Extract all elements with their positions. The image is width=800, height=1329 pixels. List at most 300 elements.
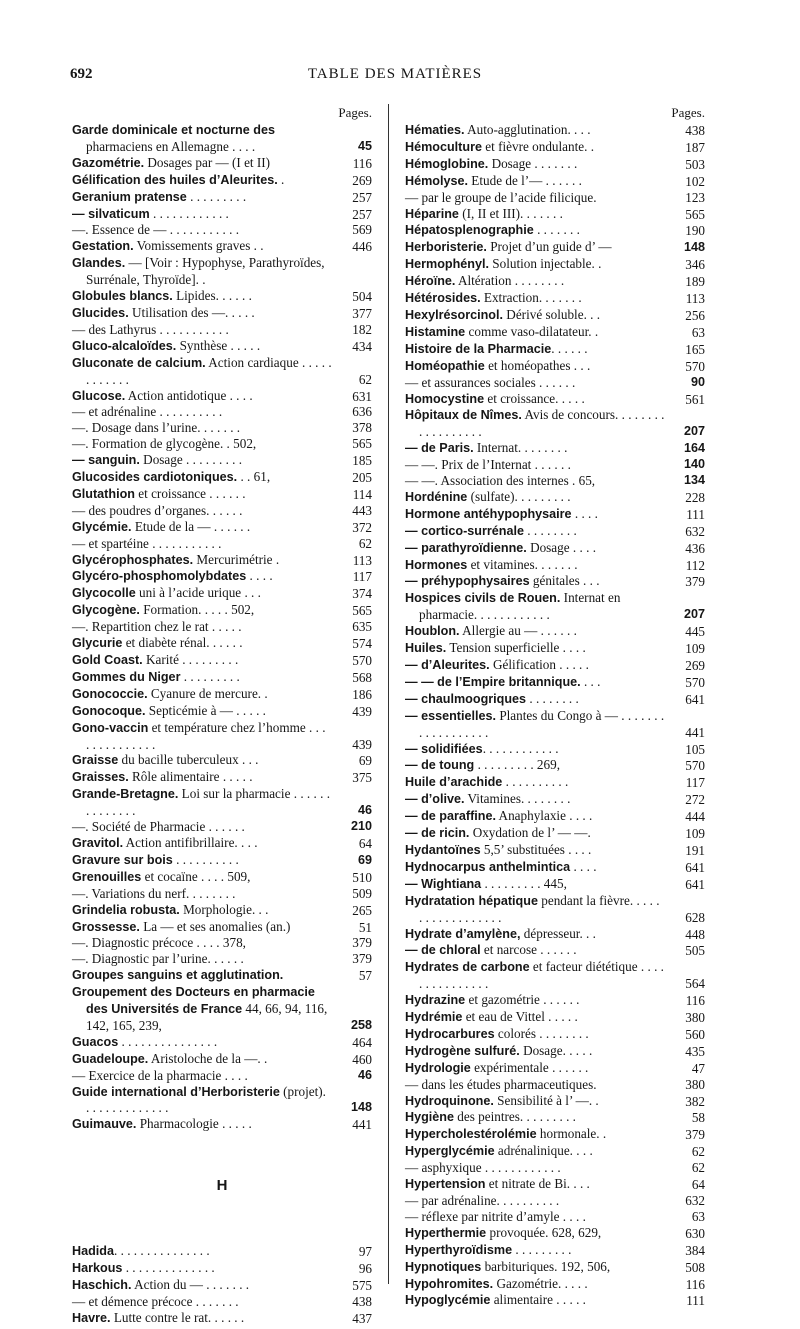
index-entry-heading: Groupes sanguins et agglutination. xyxy=(72,968,284,983)
index-entry-text: Tension superficielle . . . . xyxy=(446,640,586,656)
index-entry xyxy=(405,1292,705,1309)
index-entry xyxy=(72,222,372,238)
index-entry-text: comme vaso-dilatateur. . xyxy=(465,323,599,339)
index-entry-label xyxy=(72,786,332,819)
index-entry-page: 569 xyxy=(352,222,372,238)
index-entry xyxy=(405,1176,705,1193)
index-entry xyxy=(72,669,372,686)
index-entry xyxy=(72,404,372,420)
index-entry-page: 63 xyxy=(691,324,705,340)
index-entry xyxy=(405,774,705,791)
index-entry-page: 164 xyxy=(683,441,705,456)
index-entry-heading: Hypercholestérolémie xyxy=(405,1127,537,1142)
index-entry-text: hormonale. . xyxy=(536,1126,607,1142)
index-entry-page: 58 xyxy=(691,1110,705,1126)
index-entry-text: — et assurances sociales . . . . . . xyxy=(405,374,576,390)
index-entry-text: Karité . . . . . . . . . xyxy=(142,652,239,667)
index-entry-text: —. Repartition chez le rat . . . . . xyxy=(72,619,242,635)
running-title: TABLE DES MATIÈRES xyxy=(307,66,483,82)
index-entry-label xyxy=(72,1260,332,1277)
index-entry xyxy=(72,852,372,869)
index-entry xyxy=(72,503,372,519)
index-entry-text: Vomissements graves . . xyxy=(133,238,264,254)
index-entry-text: Avis de concours. . . . . . . . . . . . . . . . . . xyxy=(419,407,665,440)
index-entry-label xyxy=(72,1051,332,1068)
index-entry-page: 109 xyxy=(685,641,705,657)
index-entry-text: Auto-agglutination. . . . xyxy=(464,122,591,137)
index-entry-text: et fièvre ondulante. . xyxy=(481,138,595,154)
index-entry-text: Etude de l’— . . . . . . xyxy=(468,172,582,188)
index-entry-page: 565 xyxy=(352,603,372,619)
index-entry-label xyxy=(72,172,332,189)
index-entry-text: . . . . . . . . . xyxy=(180,668,240,684)
index-entry xyxy=(405,959,705,992)
index-entry xyxy=(405,173,705,190)
index-entry-label xyxy=(405,1143,665,1160)
index-entry-page: 439 xyxy=(352,736,372,752)
index-entry-page: 148 xyxy=(350,1100,372,1115)
index-entry-heading: Gravitol. xyxy=(72,835,124,850)
index-entry-text: . xyxy=(277,171,285,187)
index-entry xyxy=(405,540,705,557)
index-entry-label xyxy=(72,503,332,519)
index-entry-text: . . . . . . . . . xyxy=(186,188,247,204)
index-entry-label xyxy=(405,190,665,206)
index-entry-text: Vitamines. . . . . . . . xyxy=(464,791,571,807)
index-entry-text: du bacille tuberculeux . . . xyxy=(118,752,259,768)
index-entry-heading: Glycocolle xyxy=(72,586,136,601)
index-entry-heading: Hermophényl. xyxy=(405,257,489,272)
index-entry-text: — par adrénaline. . . . . . . . . . xyxy=(405,1193,560,1208)
index-entry-label xyxy=(72,652,332,669)
index-entry xyxy=(72,967,372,984)
index-entry-text: uni à l’acide urique . . . xyxy=(135,585,261,601)
index-entry-label xyxy=(405,1225,665,1242)
index-entry-page: 57 xyxy=(358,968,372,984)
index-entry xyxy=(72,686,372,703)
index-entry xyxy=(405,122,705,139)
index-entry-label xyxy=(405,239,665,256)
index-entry xyxy=(405,708,705,741)
index-entry-page: 505 xyxy=(685,943,705,959)
index-entry-text: 44, 66, 94, 116, 142, 165, 239, xyxy=(86,1001,328,1033)
index-entry xyxy=(405,190,705,206)
index-entry-label xyxy=(72,752,332,769)
index-entry-text: Projet d’un guide d’ — xyxy=(486,239,612,255)
index-entry-label xyxy=(405,523,665,540)
index-entry-label xyxy=(405,691,665,708)
index-entry-label xyxy=(72,122,332,155)
index-entry-label xyxy=(72,1068,332,1084)
index-entry-page: 379 xyxy=(685,574,705,590)
index-entry-label xyxy=(72,1310,332,1327)
index-entry-page: 105 xyxy=(685,741,705,757)
index-entry-label xyxy=(405,1242,665,1259)
index-entry-label xyxy=(72,222,332,238)
index-entry-page: 123 xyxy=(685,189,705,205)
index-entry-heading: Hydrate d’amylène, xyxy=(405,926,521,941)
index-entry-text: (I, II et III). . . . . . . xyxy=(458,205,563,221)
index-entry-page: 379 xyxy=(352,951,372,967)
index-entry-page: 379 xyxy=(352,935,372,951)
index-entry-heading: Guacos xyxy=(72,1034,119,1049)
index-entry xyxy=(405,942,705,959)
index-entry-page: 375 xyxy=(352,770,372,786)
index-entry-heading: — parathyroïdienne. xyxy=(405,540,527,555)
index-entry xyxy=(405,1259,705,1276)
index-entry-page: 185 xyxy=(352,453,372,469)
index-entry xyxy=(405,1060,705,1077)
index-entry xyxy=(405,407,705,440)
index-entry-label xyxy=(405,375,665,391)
index-entry-text: Septicémie à — . . . . . xyxy=(145,702,266,718)
index-entry-page: 210 xyxy=(350,819,372,834)
index-entry-text: Plantes du Congo à — . . . . . . . . . . . . . . . . . . xyxy=(419,707,665,740)
index-entry-text: — et adrénaline . . . . . . . . . . xyxy=(72,404,223,420)
index-entry xyxy=(405,893,705,926)
index-entry-text: — Exercice de la pharmacie . . . . xyxy=(72,1067,248,1083)
index-entry-page: 565 xyxy=(352,436,372,452)
index-entry-label xyxy=(405,1026,665,1043)
index-entry-page: 436 xyxy=(685,540,705,556)
index-entry-page: 46 xyxy=(357,803,372,818)
index-entry-label xyxy=(405,557,665,574)
index-entry-heading: Homéopathie xyxy=(405,358,485,373)
index-entry-heading: Hormone antéhypophysaire xyxy=(405,506,572,521)
index-entry-heading: Groupement des Docteurs en pharmacie des Universités de France xyxy=(72,985,315,1017)
index-entry xyxy=(72,819,372,835)
index-entry-heading: Guadeloupe. xyxy=(72,1051,149,1066)
index-entry xyxy=(405,1143,705,1160)
index-entry-page: 269 xyxy=(685,658,705,673)
index-entry-label xyxy=(405,1093,665,1110)
index-entry-heading: Hexylrésorcinol. xyxy=(405,307,503,322)
index-entry-label xyxy=(72,602,332,619)
index-entry xyxy=(405,139,705,156)
index-entry-heading: Glucides. xyxy=(72,305,129,320)
index-entry-page: 504 xyxy=(352,289,372,305)
index-entry xyxy=(405,640,705,657)
index-entry-label xyxy=(405,206,665,223)
index-entry-label xyxy=(405,457,665,473)
index-entry-label xyxy=(72,469,332,486)
index-entry-text: Rôle alimentaire . . . . . xyxy=(128,769,253,785)
index-entry xyxy=(405,307,705,324)
index-entry-text: . . . . . . . . . . . . . . . xyxy=(118,1033,218,1049)
index-entry-page: 635 xyxy=(352,619,372,635)
index-entry-heading: Glutathion xyxy=(72,486,135,501)
index-entry-heading: Hydratation hépatique xyxy=(405,893,538,908)
index-entry xyxy=(405,1109,705,1126)
index-entry-heading: Hôpitaux de Nîmes. xyxy=(405,408,522,423)
index-entry-page: 63 xyxy=(691,1208,705,1224)
index-entry xyxy=(72,1084,372,1117)
index-entry-label xyxy=(405,473,665,489)
index-entry-heading: Hyperthyroïdisme xyxy=(405,1242,513,1257)
index-entry-heading: Hydrates de carbone xyxy=(405,960,530,975)
index-entry-page: 374 xyxy=(352,586,372,602)
index-entry-page: 377 xyxy=(352,305,372,321)
index-entry-label xyxy=(405,122,665,139)
index-entry xyxy=(405,1009,705,1026)
index-entry xyxy=(405,557,705,574)
index-entry-page: 508 xyxy=(685,1259,705,1275)
index-entry-heading: — de Paris. xyxy=(405,441,474,456)
index-entry-label xyxy=(72,1116,332,1133)
index-entry-text: et cocaïne . . . . 509, xyxy=(141,868,251,884)
index-entry-text: Dosages par — (I et II) xyxy=(144,154,271,170)
index-entry-heading: Havre. xyxy=(72,1310,111,1325)
index-entry xyxy=(405,206,705,223)
index-entry xyxy=(405,523,705,540)
index-entry-label xyxy=(405,992,665,1009)
index-entry-label xyxy=(72,404,332,420)
index-entry-page: 460 xyxy=(352,1051,372,1067)
index-entry-label xyxy=(405,391,665,408)
index-entry xyxy=(405,842,705,859)
index-entry-label xyxy=(72,322,332,338)
index-entry-label xyxy=(72,536,332,552)
index-entry-label xyxy=(72,720,332,753)
index-entry-label xyxy=(72,568,332,585)
index-entry-label xyxy=(405,156,665,173)
index-entry xyxy=(405,391,705,408)
index-entry-heading: — cortico-surrénale xyxy=(405,523,524,538)
index-entry-heading: Hématies. xyxy=(405,123,465,137)
index-entry xyxy=(72,155,372,172)
index-entry-page: 140 xyxy=(683,457,705,472)
index-entry-heading: Gluco-alcaloïdes. xyxy=(72,338,177,353)
index-entry-text: — dans les études pharmaceutiques. xyxy=(405,1076,597,1092)
index-entry-text: provoquée. 628, 629, xyxy=(486,1224,602,1240)
index-entry xyxy=(405,1043,705,1060)
index-entry-label xyxy=(405,407,665,440)
index-entry-text: des peintres. . . . . . . . . xyxy=(454,1109,576,1125)
index-entry-label xyxy=(72,206,332,223)
index-entry xyxy=(405,1209,705,1225)
index-entry-label xyxy=(405,173,665,190)
right-column xyxy=(405,104,705,1309)
index-entry-heading: Hygiène xyxy=(405,1110,454,1125)
index-entry-label xyxy=(405,1176,665,1193)
index-entry-heading: Hypoglycémie xyxy=(405,1293,491,1308)
index-entry xyxy=(405,440,705,457)
index-entry-label xyxy=(72,338,332,355)
index-entry-page: 636 xyxy=(352,404,372,420)
index-entry-page: 269 xyxy=(352,172,372,188)
index-entry-heading: — préhypophysaires xyxy=(405,574,530,589)
index-entry-text: . . . . xyxy=(571,505,598,521)
index-entry-text: Gazométrie. . . . . xyxy=(493,1275,588,1291)
index-entry xyxy=(405,1193,705,1209)
index-entry-heading: Gélification des huiles d’Aleurites. xyxy=(72,172,278,187)
index-entry-heading: Hospices civils de Rouen. xyxy=(405,591,561,606)
index-entry xyxy=(405,691,705,708)
index-entry xyxy=(72,420,372,436)
index-entry-text: Lipides. . . . . . xyxy=(172,288,252,304)
index-entry xyxy=(405,489,705,506)
index-entry-heading: Hydrocarbures xyxy=(405,1026,495,1041)
index-entry-heading: — de chloral xyxy=(405,943,481,958)
index-entry-text: — —. Association des internes . 65, xyxy=(405,473,596,489)
index-entry-page: 191 xyxy=(685,842,705,858)
index-entry-heading: Héparine xyxy=(405,206,459,221)
index-entry-page: 182 xyxy=(352,321,372,337)
index-entry-label xyxy=(72,388,332,405)
index-entry-text: Dosage . . . . xyxy=(526,539,596,555)
index-entry-text: . . . . . . . . . . xyxy=(172,851,239,867)
index-entry-page: 568 xyxy=(352,669,372,685)
index-entry-page: 574 xyxy=(352,636,372,652)
index-entry xyxy=(72,720,372,753)
index-entry-text: et vitamines. . . . . . . xyxy=(467,556,578,572)
index-entry-label xyxy=(405,657,665,674)
index-entry-label xyxy=(72,951,332,967)
index-entry-page: 187 xyxy=(685,139,705,155)
index-entry-page: 113 xyxy=(352,552,372,568)
index-entry xyxy=(72,951,372,967)
index-entry-page: 641 xyxy=(685,859,705,875)
index-entry-text: —. Société de Pharmacie . . . . . . xyxy=(72,819,245,835)
index-entry-label xyxy=(405,590,665,623)
index-entry-page: 570 xyxy=(352,653,372,668)
index-entry-label xyxy=(72,635,332,652)
index-entry-heading: Herboristerie. xyxy=(405,240,487,255)
index-entry xyxy=(72,769,372,786)
index-entry-heading: Gono-vaccin xyxy=(72,720,149,735)
index-entry-text: —. Dosage dans l’urine. . . . . . . xyxy=(72,420,241,436)
index-entry-text: Dosage. . . . . xyxy=(519,1042,593,1058)
index-entry-page: 560 xyxy=(685,1026,705,1042)
index-entry-page: 109 xyxy=(685,826,705,842)
index-entry-text: . . . . . . . . . . . . xyxy=(149,205,229,221)
index-entry-text: . . . . . . . . . 269, xyxy=(474,757,560,773)
index-entry-text: La — et ses anomalies (an.) xyxy=(139,918,291,934)
index-entry-label xyxy=(405,876,665,893)
index-entry-label xyxy=(72,967,332,984)
index-entry xyxy=(72,122,372,155)
index-entry-label xyxy=(405,674,665,691)
index-entry xyxy=(405,358,705,375)
index-entry-text: Action cardiaque . . . . . . . . . . . . xyxy=(86,354,332,387)
index-entry-text: Formation. . . . . 502, xyxy=(139,602,255,618)
index-entry-page: 189 xyxy=(685,274,705,290)
index-entry-label xyxy=(72,189,332,206)
index-entry xyxy=(72,288,372,305)
index-entry-text: —. Diagnostic précoce . . . . 378, xyxy=(72,935,246,951)
index-entry-heading: Gonocoque. xyxy=(72,703,146,718)
index-entry-page: 575 xyxy=(352,1278,372,1294)
index-entry-text: . . . . . . . xyxy=(533,222,580,238)
index-entry-heading: Hordénine xyxy=(405,489,468,504)
index-entry xyxy=(72,338,372,355)
index-entry-label xyxy=(72,1084,332,1117)
index-entry-continuation: pharmaciens en Allemagne . . . . xyxy=(86,138,256,154)
index-entry-text: — réflexe par nitrite d’amyle . . . . xyxy=(405,1208,586,1224)
index-entry-heading: Gommes du Niger xyxy=(72,669,181,684)
index-entry-page: 464 xyxy=(352,1034,372,1050)
index-entry-page: 380 xyxy=(685,1076,705,1092)
index-entry-page: 257 xyxy=(352,206,372,222)
index-entry-heading: Harkous xyxy=(72,1261,123,1276)
index-entry-text: dépresseur. . . xyxy=(520,925,596,941)
index-entry-heading: Graisses. xyxy=(72,770,129,785)
index-entry-label xyxy=(72,585,332,602)
index-entry xyxy=(405,457,705,473)
index-entry-text: Solution injectable. . xyxy=(488,256,602,272)
index-entry-text: . . . . . . . . . . xyxy=(502,774,569,790)
index-entry-label xyxy=(72,255,332,288)
index-entry-text: . . . . . . . . xyxy=(523,522,577,538)
index-entry-label xyxy=(405,757,665,774)
index-entry-page: 434 xyxy=(352,338,372,354)
index-entry-text: — des poudres d’organes. . . . . . xyxy=(72,502,243,518)
index-entry-page: 628 xyxy=(685,909,705,925)
index-entry-text: Lutte contre le rat. . . . . . xyxy=(110,1309,245,1325)
index-entry xyxy=(72,869,372,886)
index-entry-text: Oxydation de l’ — —. xyxy=(469,825,591,841)
index-entry-heading: Hyperglycémie xyxy=(405,1144,495,1159)
index-entry-label xyxy=(405,825,665,842)
index-entry xyxy=(405,156,705,173)
index-entry-label xyxy=(72,669,332,686)
index-entry xyxy=(405,1276,705,1293)
index-entry-text: (projet). . . . . . . . . . . . . . xyxy=(86,1083,326,1116)
index-entry-page: 62 xyxy=(358,371,372,387)
index-entry-label xyxy=(405,808,665,825)
index-entry-page: 257 xyxy=(352,189,372,205)
index-entry-label xyxy=(405,774,665,791)
index-entry-page: 117 xyxy=(685,775,705,791)
index-entry-page: 228 xyxy=(685,489,705,505)
index-entry-text: génitales . . . xyxy=(529,573,600,589)
index-entry-page: 570 xyxy=(685,674,705,690)
index-entry-page: 134 xyxy=(683,473,705,488)
index-entry xyxy=(405,791,705,808)
index-entry-heading: Homocystine xyxy=(405,391,485,406)
index-entry xyxy=(72,388,372,405)
index-entry-heading: Hypertension xyxy=(405,1177,486,1192)
index-entry-page: 272 xyxy=(685,792,705,808)
index-entry-heading: Gestation. xyxy=(72,239,134,254)
index-entry-text: — —. Prix de l’Internat . . . . . . xyxy=(405,457,571,473)
index-entry xyxy=(405,1093,705,1110)
index-entry-heading: Hormones xyxy=(405,557,468,572)
index-entry xyxy=(405,590,705,623)
index-entry-page: 443 xyxy=(352,502,372,518)
index-entry xyxy=(72,652,372,669)
index-entry-text: — et démence précoce . . . . . . . xyxy=(72,1294,239,1309)
index-entry-heading: — d’Aleurites. xyxy=(405,658,490,672)
index-entry-label xyxy=(72,452,332,469)
index-entry xyxy=(72,752,372,769)
index-entry-heading: Graisse xyxy=(72,753,119,768)
index-entry-page: 116 xyxy=(685,1276,705,1292)
index-entry-heading: Hémoglobine. xyxy=(405,156,489,171)
index-entry-text: . . 61, xyxy=(237,469,271,485)
index-entry-heading: Hydroquinone. xyxy=(405,1093,494,1108)
index-entry xyxy=(405,1225,705,1242)
index-entry-heading: Garde dominicale et nocturne des xyxy=(72,123,275,137)
index-entry-page: 62 xyxy=(358,535,372,551)
index-entry-heading: Grindelia robusta. xyxy=(72,902,180,917)
index-entry-text: Mercurimétrie . xyxy=(193,551,280,567)
index-entry-heading: Glycogène. xyxy=(72,603,140,618)
index-entry-text: . . . . . . . . . . . . . . . xyxy=(114,1243,210,1259)
index-entry xyxy=(72,436,372,452)
index-entry-text: Gélification . . . . . xyxy=(489,657,589,672)
index-entry xyxy=(72,984,372,1034)
